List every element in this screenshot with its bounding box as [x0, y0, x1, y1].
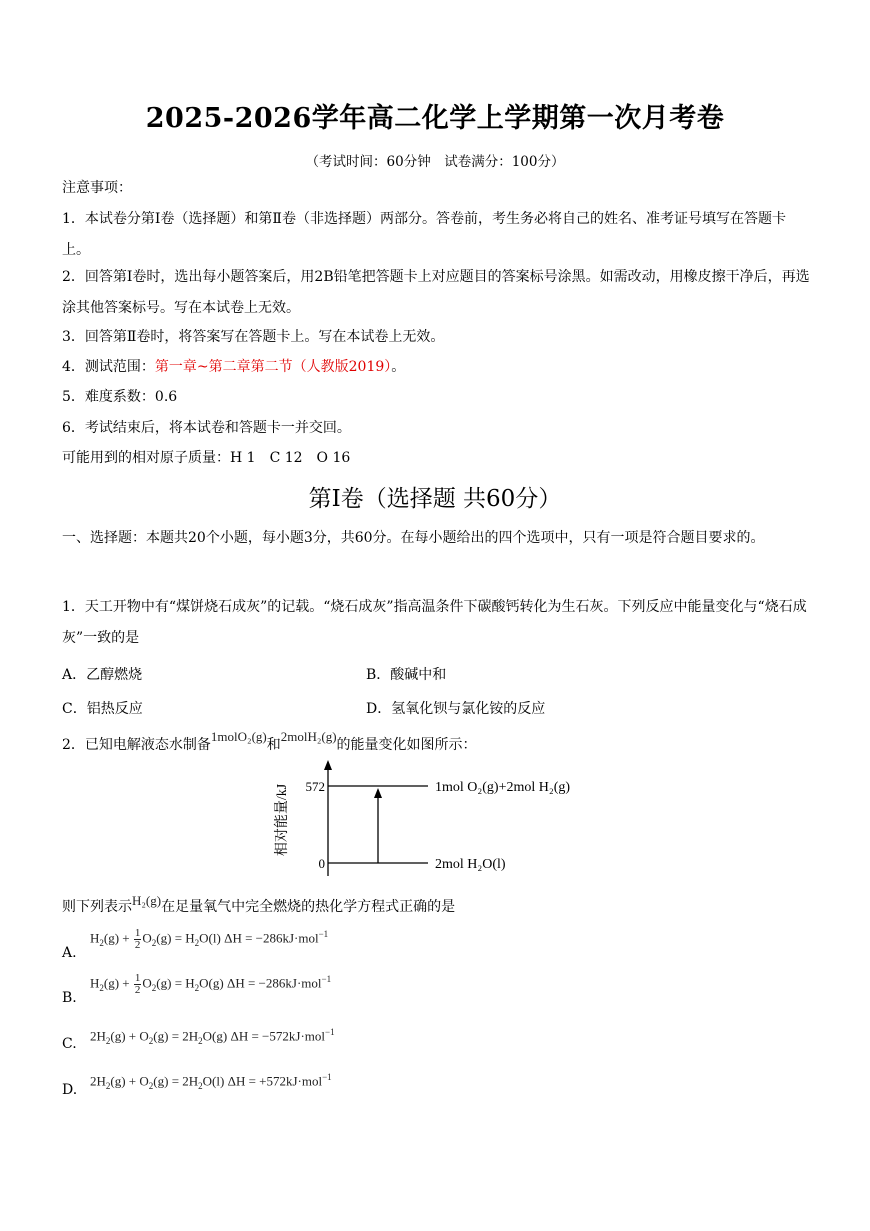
tick-label-high: 572 — [305, 779, 325, 794]
test-range: 第一章~第二章第二节（人教版2019） — [154, 359, 392, 375]
q2-option-c-letter: C. — [62, 1036, 77, 1052]
q2-stem-b: 和 — [266, 737, 281, 753]
note-item-4 — [62, 357, 405, 377]
axis-arrowhead — [324, 760, 332, 770]
note-item-1: 1．本试卷分第Ⅰ卷（选择题）和第Ⅱ卷（非选择题）两部分。答卷前，考生务必将自己的姓名、准考证号填写在答题卡上。 — [62, 211, 786, 258]
note-item-4-suffix: 。 — [391, 359, 406, 375]
q2-option-b-letter: B. — [62, 990, 77, 1006]
notes-heading: 注意事项： — [62, 180, 132, 196]
page-title: 2025-2026学年高二化学上学期第一次月考卷 — [145, 103, 725, 134]
q1-option-b: B．酸碱中和 — [366, 667, 447, 683]
atomic-masses: 可能用到的相对原子质量：H 1 C 12 O 16 — [62, 450, 351, 466]
q2-option-d-letter: D. — [62, 1082, 78, 1098]
q2-option-a-equation: $H_2(g)$ + $\frac{1}{2}$ $O_2(g) = H_2O(l) \Delta H = -286kJ\cdot mol^{-1}$ — [90, 927, 329, 951]
exam-info: （考试时间：60分钟 试卷满分：100分） — [305, 154, 565, 170]
energy-diagram — [270, 758, 610, 880]
section-title: 第Ⅰ卷（选择题 共60分） — [308, 486, 562, 512]
q2-follow-species: H₂(g) — [132, 893, 162, 908]
q2-stem-c: 的能量变化如图所示： — [336, 737, 477, 753]
q2-follow-a: 则下列表示 — [62, 899, 132, 915]
q2-stem-a: 2．已知电解液态水制备 — [62, 737, 211, 753]
q1-option-c: C．铝热反应 — [62, 701, 143, 717]
q2-option-d-equation: $2H_2(g) + O_2(g) = 2H_2O(l) \Delta H = +572kJ\cdot mol^{-1}$ — [90, 1072, 332, 1091]
q2-option-a-letter: A. — [62, 945, 77, 961]
note-item-6: 6．考试结束后，将本试卷和答题卡一并交回。 — [62, 420, 351, 436]
q1-option-a: A．乙醇燃烧 — [62, 667, 143, 683]
q2-option-b-equation: $H_2(g)$ + $\frac{1}{2}$ $O_2(g) = H_2O(g) \Delta H = -286kJ\cdot mol^{-1}$ — [90, 972, 332, 996]
q1-option-d: D．氢氧化钡与氯化铵的反应 — [366, 701, 546, 717]
q2-species-h2: 2molH₂(g) — [280, 729, 337, 744]
q2-follow — [62, 893, 456, 917]
level-label-low: 2mol H₂O(l) — [435, 857, 506, 872]
note-item-2: 2．回答第Ⅰ卷时，选出每小题答案后，用2B铅笔把答题卡上对应题目的答案标号涂黑。如需改动，用橡皮擦干净后，再选涂其他答案标号。写在本试卷上无效。 — [62, 269, 810, 316]
tick-label-low: 0 — [318, 856, 325, 871]
energy-arrowhead — [374, 788, 382, 798]
q2-option-c-equation: $2H_2(g) + O_2(g) = 2H_2O(g) \Delta H = -572kJ\cdot mol^{-1}$ — [90, 1027, 335, 1046]
q2-stem — [62, 729, 477, 755]
energy-axis-label: 相对能量/kJ — [275, 783, 290, 857]
q2-follow-b: 在足量氧气中完全燃烧的热化学方程式正确的是 — [161, 899, 456, 915]
q2-species-o2: 1molO₂(g) — [210, 729, 267, 744]
note-item-4-prefix: 4．测试范围： — [62, 359, 155, 375]
section-intro: 一、选择题：本题共20个小题，每小题3分，共60分。在每小题给出的四个选项中，只有一项是符合题目要求的。 — [62, 530, 765, 546]
note-item-5: 5．难度系数：0.6 — [62, 389, 178, 405]
level-label-high: 1mol O₂(g)+2mol H₂(g) — [435, 780, 571, 795]
q1-stem: 1．天工开物中有“煤饼烧石成灰”的记载。“烧石成灰”指高温条件下碳酸钙转化为生石灰。下列反应中能量变化与“烧石成灰”一致的是 — [62, 599, 807, 646]
note-item-3: 3．回答第Ⅱ卷时，将答案写在答题卡上。写在本试卷上无效。 — [62, 329, 445, 345]
